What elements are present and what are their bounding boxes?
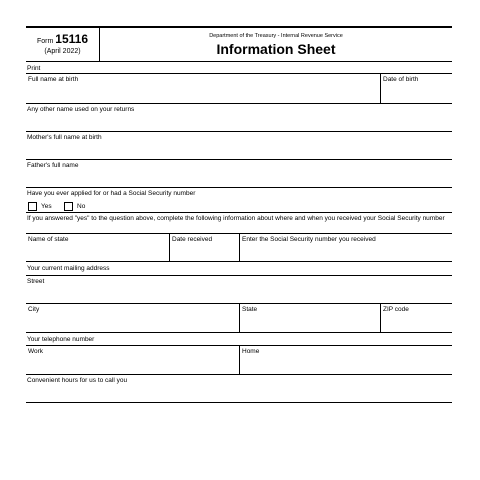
convenient-hours-field[interactable] [26,375,452,403]
ssn-detail-row [26,234,452,262]
father-name-label: Father's full name [27,162,79,169]
ssn-question-label: Have you ever applied for or had a Social Security number [27,190,196,197]
form-header [26,26,452,62]
date-received-field[interactable] [169,234,240,261]
mother-name-field[interactable] [26,132,452,160]
mother-name-label: Mother's full name at birth [27,134,102,141]
form-id-box [26,28,100,61]
information-sheet-form [26,26,452,403]
date-received-label: Date received [172,236,213,243]
yes-option[interactable] [28,202,52,211]
full-name-field[interactable] [26,74,380,103]
telephone-heading-row [26,333,452,346]
name-dob-row [26,74,452,104]
yes-label: Yes [41,203,52,210]
city-label: City [28,306,40,313]
no-label: No [77,203,86,210]
state-label: State [242,306,258,313]
city-state-zip-row [26,304,452,333]
convenient-hours-label: Convenient hours for us to call you [27,377,128,384]
zip-field[interactable] [380,304,452,332]
home-label: Home [242,348,260,355]
other-name-label: Any other name used on your returns [27,106,135,113]
work-phone-field[interactable] [26,346,239,374]
if-yes-instructions: If you answered "yes" to the question above, complete the following information about where and when you received your Social Security number [27,215,445,222]
instructions-row [26,213,452,234]
street-field[interactable] [26,276,452,304]
form-number: 15116 [55,32,88,46]
print-row [26,62,452,73]
form-prefix: Form [36,38,54,45]
yes-checkbox[interactable] [28,202,37,211]
other-name-field[interactable] [26,104,452,132]
form-number-line [26,33,99,48]
home-phone-field[interactable] [239,346,452,374]
state-name-label: Name of state [28,236,69,243]
date-of-birth-label: Date of birth [383,76,419,83]
mailing-address-label: Your current mailing address [27,265,110,272]
ssn-received-label: Enter the Social Security number you received [242,236,376,243]
form-revision: (April 2022) [44,48,81,55]
no-checkbox[interactable] [64,202,73,211]
date-of-birth-field[interactable] [380,74,452,103]
mailing-address-heading-row [26,262,452,276]
phone-row [26,346,452,375]
print-label: Print [27,65,41,72]
telephone-label: Your telephone number [27,336,95,343]
state-field[interactable] [239,304,381,332]
work-label: Work [28,348,44,355]
full-name-label: Full name at birth [28,76,79,83]
no-option[interactable] [64,202,85,211]
father-name-field[interactable] [26,160,452,188]
page-title: Information Sheet [216,41,336,57]
zip-label: ZIP code [383,306,409,313]
ssn-received-field[interactable] [239,234,452,261]
ssn-question-row [26,188,452,213]
state-name-field[interactable] [26,234,169,261]
street-label: Street [27,278,45,285]
department-line: Department of the Treasury - Internal Revenue Service [209,33,343,39]
city-field[interactable] [26,304,239,332]
